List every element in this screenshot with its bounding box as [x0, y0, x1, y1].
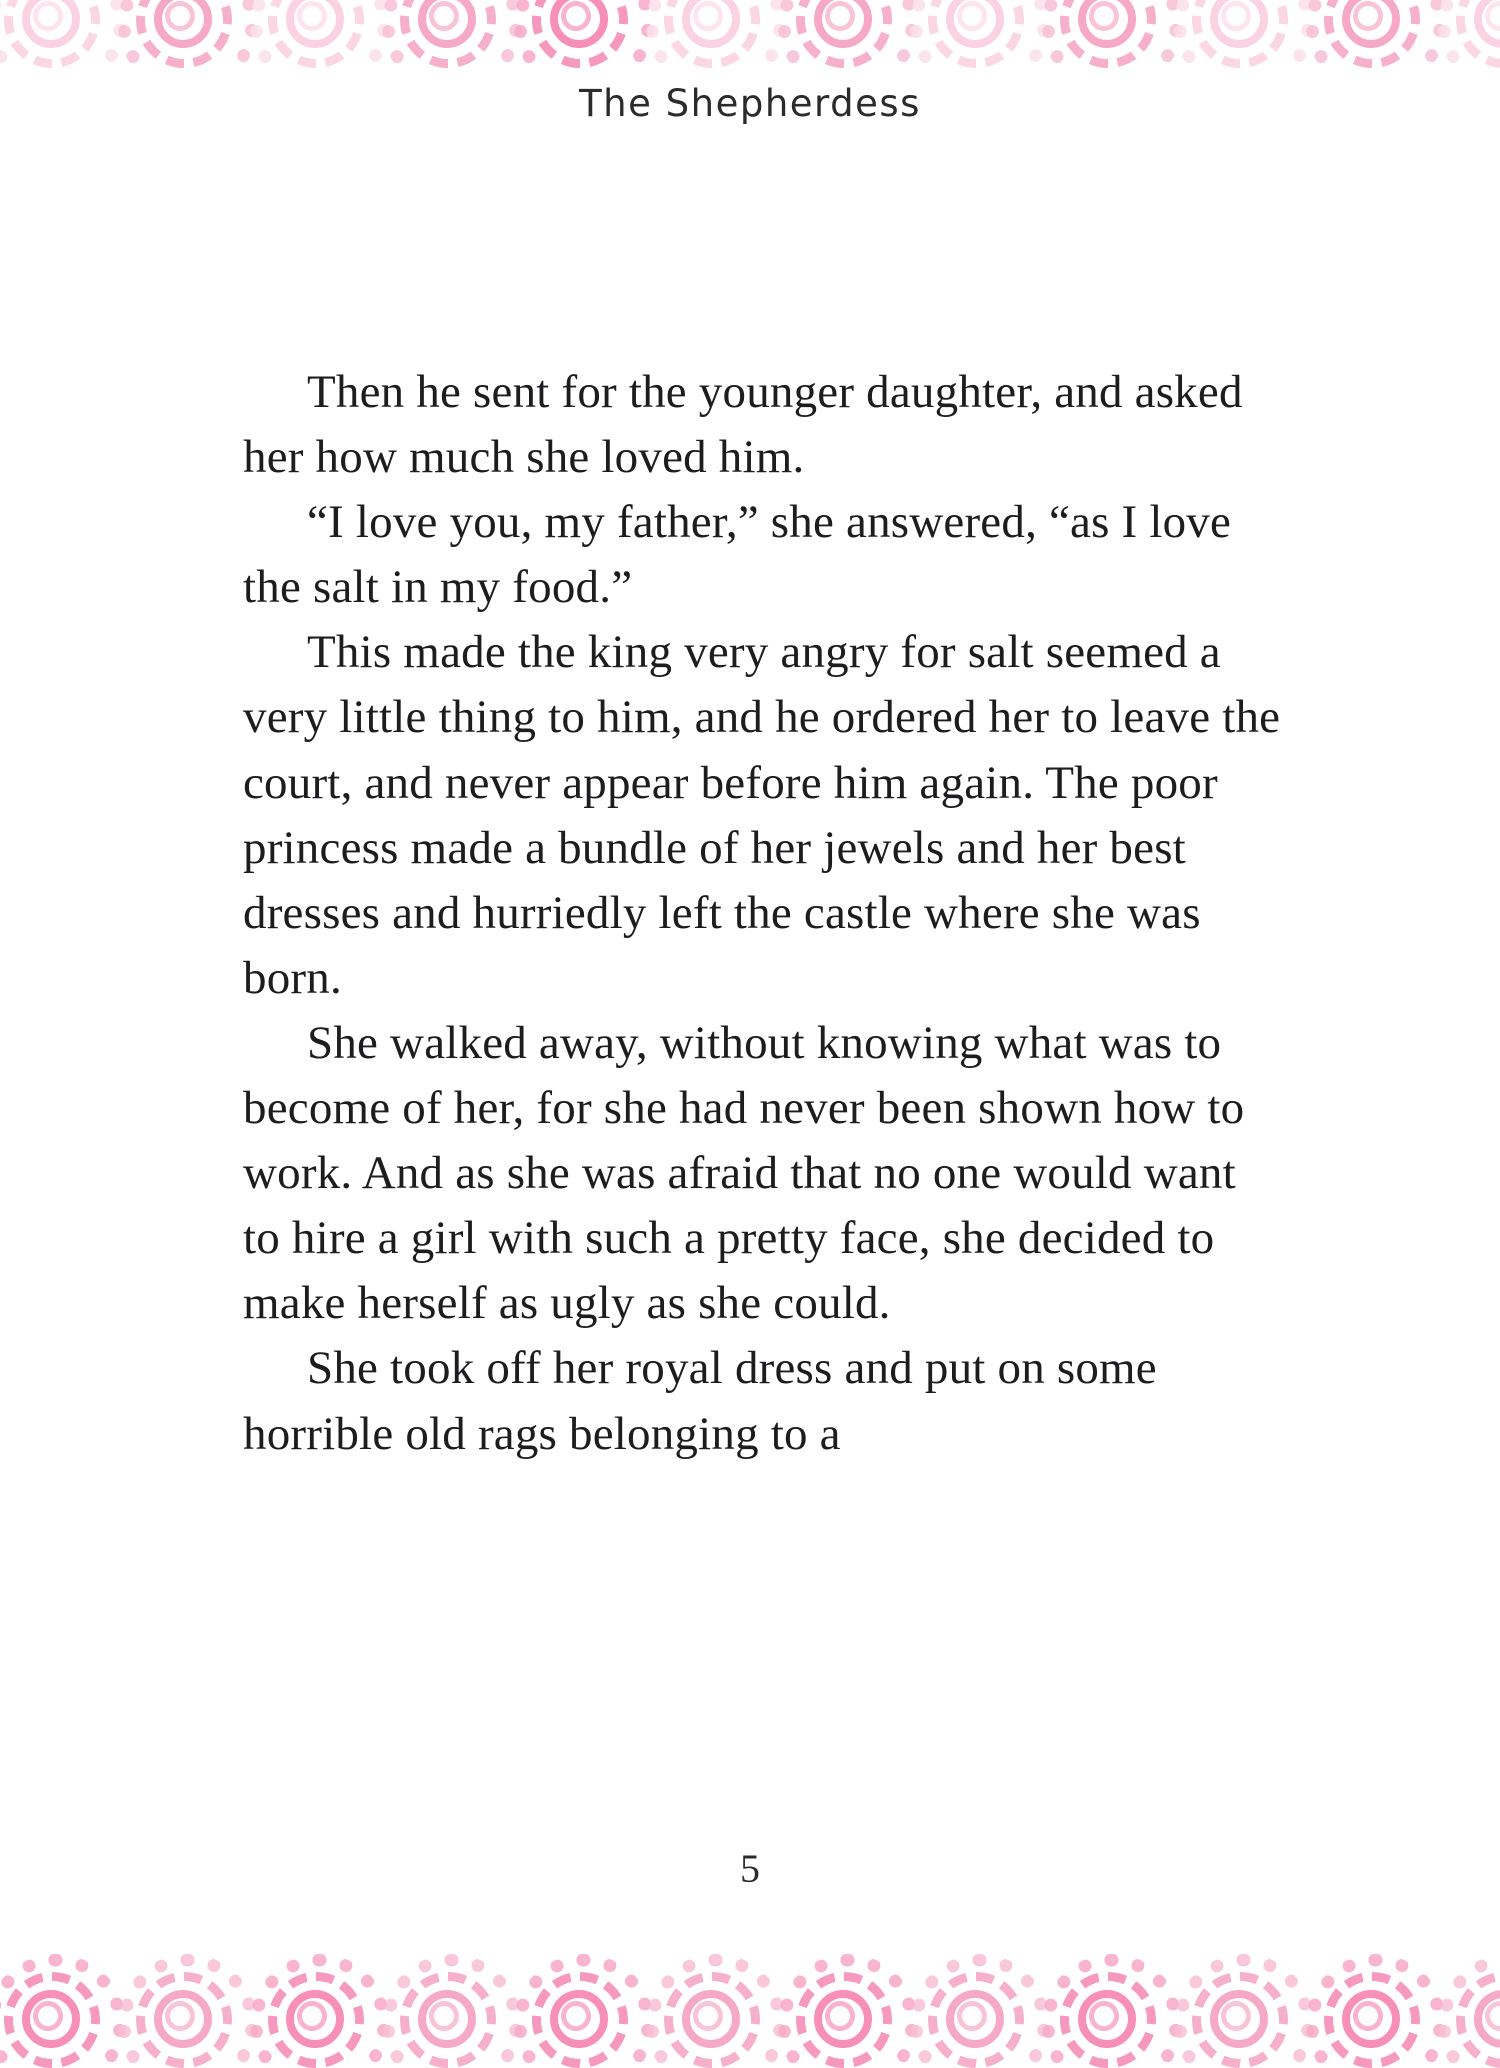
doily-icon: [508, 0, 634, 68]
doily-icon: [112, 0, 238, 68]
doily-icon: [112, 1948, 238, 2068]
doily-icon: [904, 1948, 1030, 2068]
doily-icon: [772, 1948, 898, 2068]
top-lace-border: [0, 0, 1500, 68]
paragraph: She took off her royal dress and put on some horrible old rags belonging to a: [243, 1342, 1157, 1460]
doily-icon: [1168, 0, 1294, 68]
paragraph: “I love you, my father,” she answered, “as I love the salt in my food.”: [243, 496, 1232, 614]
doily-icon: [0, 1948, 106, 2068]
doily-icon: [376, 1948, 502, 2068]
doily-icon: [244, 1948, 370, 2068]
doily-icon: [640, 1948, 766, 2068]
doily-icon: [0, 0, 106, 68]
doily-icon: [1036, 0, 1162, 68]
body-text: [243, 360, 1283, 1467]
running-head: The Shepherdess: [579, 82, 921, 125]
doily-icon: [244, 0, 370, 68]
doily-icon: [1168, 1948, 1294, 2068]
doily-icon: [904, 0, 1030, 68]
paragraph: She walked away, without knowing what was to become of her, for she had never been shown how to work. And as she was afraid that no one would want to hire a girl with such a pretty face, she decided to make herself as ugly as she could.: [243, 1016, 1245, 1330]
doily-icon: [1432, 0, 1500, 68]
doily-icon: [1432, 1948, 1500, 2068]
paragraph: Then he sent for the younger daughter, and asked her how much she loved him.: [243, 366, 1243, 484]
doily-icon: [772, 0, 898, 68]
doily-icon: [1036, 1948, 1162, 2068]
bottom-lace-border: [0, 1948, 1500, 2068]
paragraph: This made the king very angry for salt seemed a very little thing to him, and he ordered her to leave the court, and never appear before him again. The poor princess made a bundle of her jewels and her best dresses and hurriedly left the castle where she was born.: [243, 626, 1281, 1004]
doily-icon: [1300, 0, 1426, 68]
doily-icon: [376, 0, 502, 68]
doily-icon: [1300, 1948, 1426, 2068]
doily-icon: [508, 1948, 634, 2068]
doily-icon: [640, 0, 766, 68]
page-number: 5: [740, 1846, 760, 1891]
